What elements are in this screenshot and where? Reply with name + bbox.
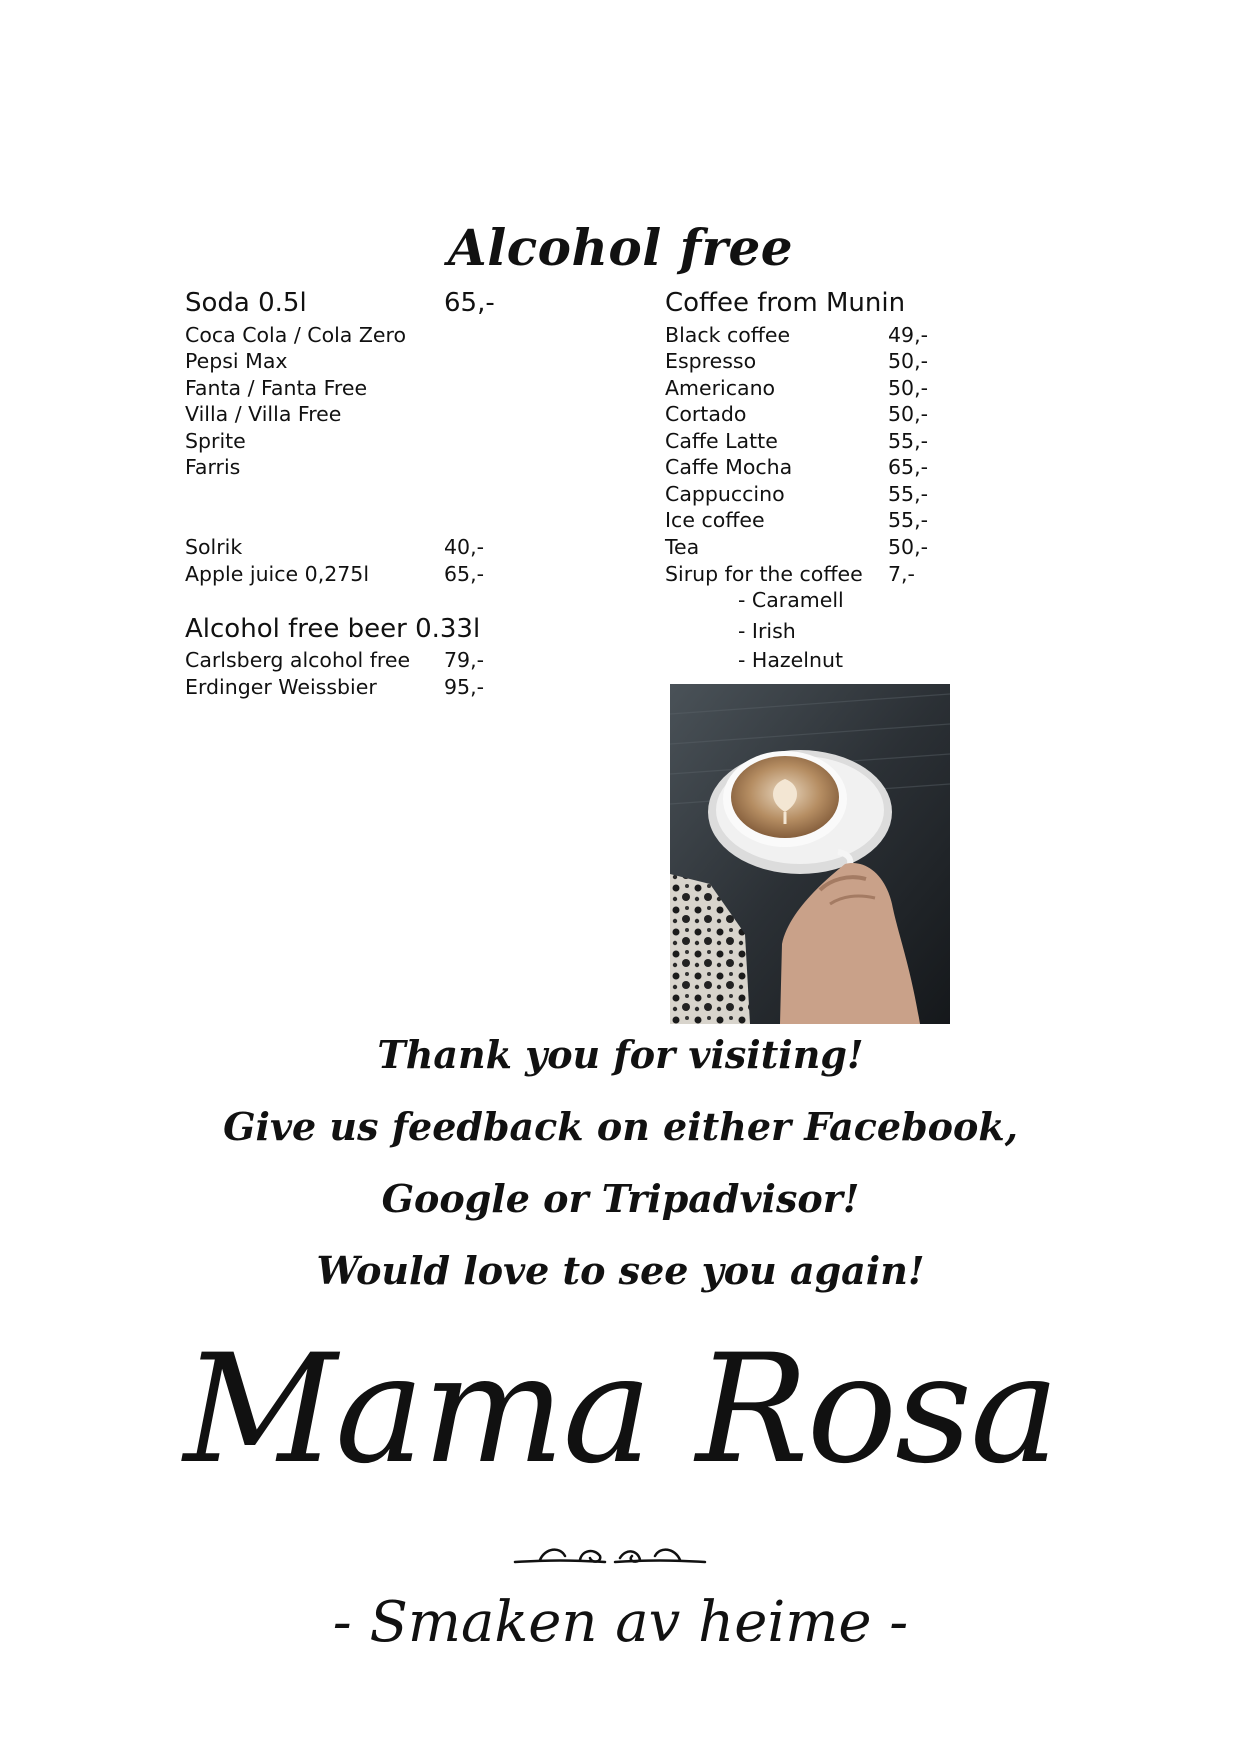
thank-you-line: Give us feedback on either Facebook,	[223, 1104, 1018, 1149]
soda-heading: Soda 0.5l	[185, 288, 307, 318]
soda-item: Fanta / Fanta Free	[185, 376, 368, 400]
thank-you-line: Would love to see you again!	[316, 1248, 925, 1293]
coffee-price: 65,-	[888, 455, 928, 479]
coffee-name: Sirup for the coffee	[665, 562, 863, 586]
soda-price: 65,-	[444, 288, 495, 318]
beer-name: Carlsberg alcohol free	[185, 648, 411, 672]
coffee-photo	[670, 684, 950, 1024]
coffee-heading: Coffee from Munin	[665, 288, 906, 318]
soda-item: Pepsi Max	[185, 349, 288, 373]
coffee-name: Ice coffee	[665, 508, 765, 532]
ornament-flourish	[510, 1538, 710, 1578]
page-title: Alcohol free	[447, 218, 794, 277]
coffee-price: 55,-	[888, 482, 928, 506]
coffee-name: Black coffee	[665, 323, 791, 347]
coffee-price: 50,-	[888, 535, 928, 559]
drink-price: 65,-	[444, 562, 484, 586]
thank-you-line: Google or Tripadvisor!	[381, 1176, 860, 1221]
sirup-option: - Hazelnut	[738, 648, 843, 672]
coffee-name: Cappuccino	[665, 482, 785, 506]
soda-item: Villa / Villa Free	[185, 402, 342, 426]
beer-name: Erdinger Weissbier	[185, 675, 377, 699]
coffee-price: 50,-	[888, 376, 928, 400]
soda-item: Coca Cola / Cola Zero	[185, 323, 407, 347]
logo-tagline: - Smaken av heime -	[332, 1590, 909, 1655]
beer-price: 79,-	[444, 648, 484, 672]
coffee-price: 55,-	[888, 508, 928, 532]
drink-price: 40,-	[444, 535, 484, 559]
coffee-price: 55,-	[888, 429, 928, 453]
coffee-name: Americano	[665, 376, 776, 400]
drink-name: Solrik	[185, 535, 243, 559]
sirup-option: - Irish	[738, 619, 796, 643]
coffee-price: 50,-	[888, 402, 928, 426]
beer-heading: Alcohol free beer 0.33l	[185, 614, 481, 644]
coffee-price: 50,-	[888, 349, 928, 373]
thank-you-line: Thank you for visiting!	[377, 1032, 864, 1077]
sirup-option: - Caramell	[738, 588, 844, 612]
coffee-name: Espresso	[665, 349, 757, 373]
coffee-name: Cortado	[665, 402, 747, 426]
beer-price: 95,-	[444, 675, 484, 699]
coffee-price: 7,-	[888, 562, 915, 586]
soda-item: Sprite	[185, 429, 246, 453]
coffee-name: Caffe Latte	[665, 429, 778, 453]
drink-name: Apple juice 0,275l	[185, 562, 370, 586]
coffee-name: Tea	[665, 535, 700, 559]
logo-name: Mama Rosa	[183, 1323, 1058, 1497]
coffee-name: Caffe Mocha	[665, 455, 793, 479]
coffee-price: 49,-	[888, 323, 928, 347]
soda-item: Farris	[185, 455, 241, 479]
